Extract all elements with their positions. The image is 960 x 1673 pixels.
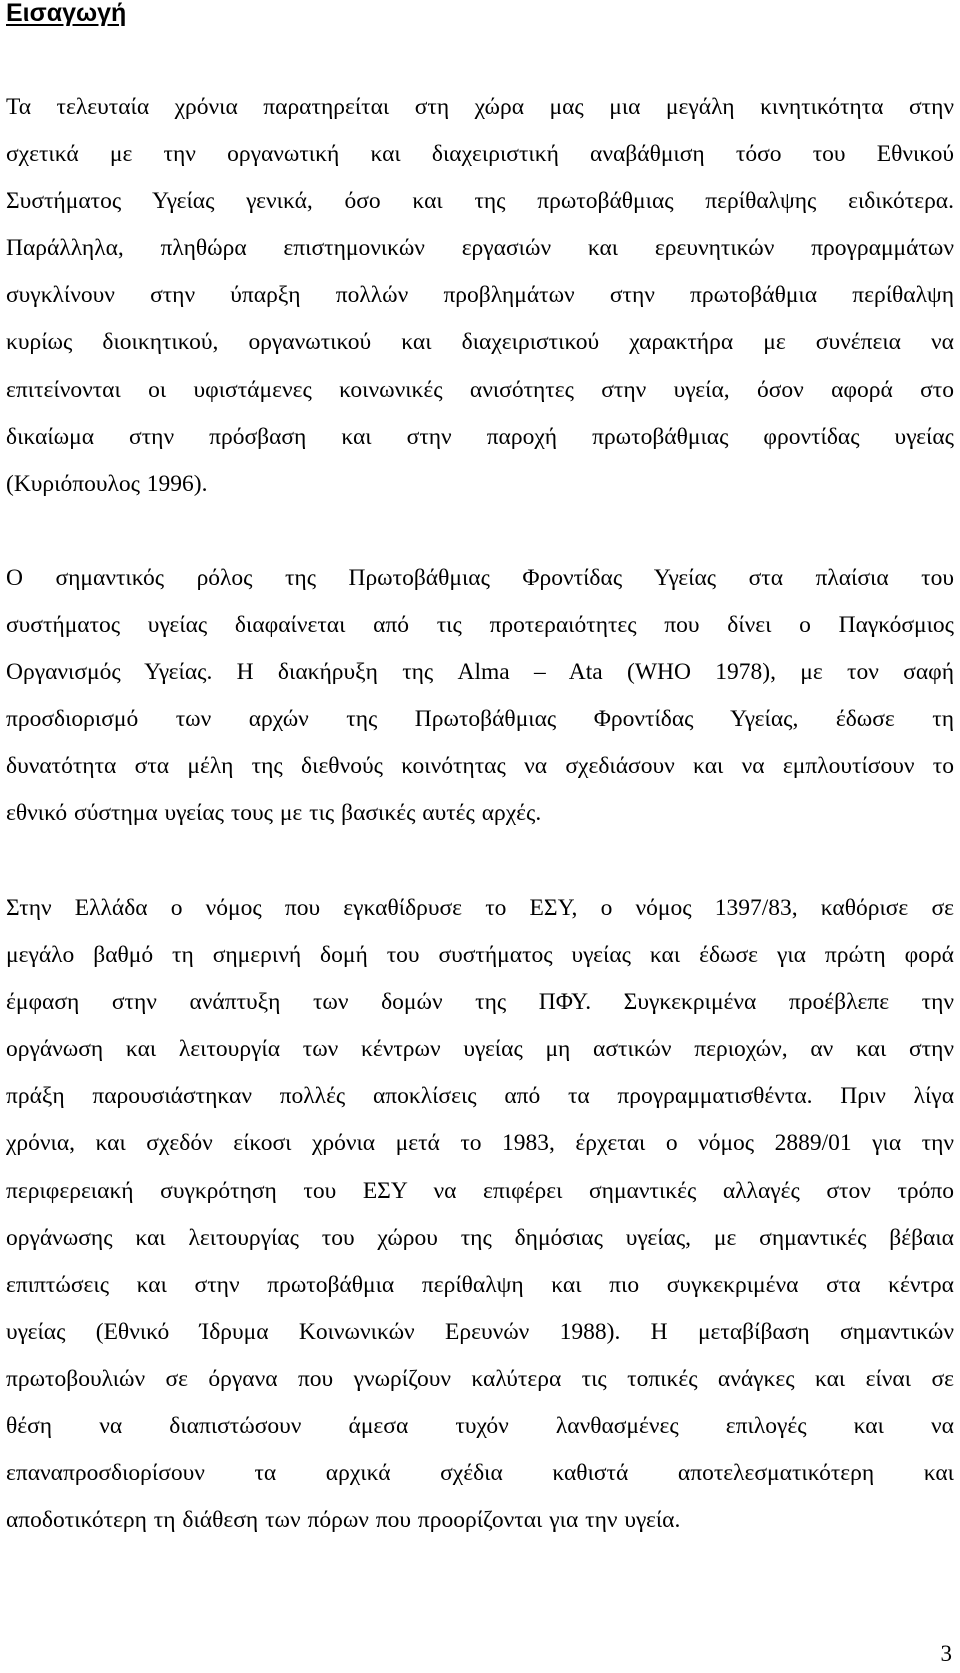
paragraph-line: επαναπροσδιορίσουν τα αρχικά σχέδια καθιστά αποτελεσματικότερη και: [6, 1460, 954, 1487]
paragraph-introduction: [6, 84, 954, 508]
paragraph-line: (Κυριόπουλος 1996).: [6, 470, 208, 497]
paragraph-line: συγκλίνουν στην ύπαρξη πολλών προβλημάτων στην πρωτοβάθμια περίθαλψη: [6, 282, 954, 309]
paragraph-line: οργάνωση και λειτουργία των κέντρων υγείας μη αστικών περιοχών, αν και στην: [6, 1036, 954, 1063]
paragraph-line: σχετικά με την οργανωτική και διαχειριστική αναβάθμιση τόσο του Εθνικού: [6, 141, 954, 168]
paragraph-line: Παράλληλα, πληθώρα επιστημονικών εργασιών και ερευνητικών προγραμμάτων: [6, 235, 954, 262]
paragraph-line: οργάνωσης και λειτουργίας του χώρου της δημόσιας υγείας, με σημαντικές βέβαια: [6, 1224, 954, 1251]
paragraph-line: Οργανισμός Υγείας. Η διακήρυξη της Alma – Ata (WHO 1978), με τον σαφή: [6, 659, 954, 686]
paragraph-line: Συστήματος Υγείας γενικά, όσο και της πρωτοβάθμιας περίθαλψης ειδικότερα.: [6, 188, 954, 215]
section-heading: Εισαγωγή: [6, 0, 127, 27]
paragraph-line: αποδοτικότερη τη διάθεση των πόρων που προορίζονται για την υγεία.: [6, 1507, 681, 1534]
paragraph-line: πρωτοβουλιών σε όργανα που γνωρίζουν καλύτερα τις τοπικές ανάγκες και είναι σε: [6, 1365, 954, 1392]
paragraph-primary-care-role: [6, 555, 954, 838]
page-number: 3: [940, 1641, 952, 1666]
paragraph-greece-esy: [6, 885, 954, 1544]
paragraph-line: Ο σημαντικός ρόλος της Πρωτοβάθμιας Φροντίδας Υγείας στα πλαίσια του: [6, 565, 954, 591]
paragraph-line: συστήματος υγείας διαφαίνεται από τις προτεραιότητες που δίνει ο Παγκόσμιος: [6, 612, 954, 639]
paragraph-line: έμφαση στην ανάπτυξη των δομών της ΠΦΥ. Συγκεκριμένα προέβλεπε την: [6, 989, 954, 1016]
paragraph-line: εθνικό σύστημα υγείας τους με τις βασικές αυτές αρχές.: [6, 800, 542, 827]
paragraph-line: Τα τελευταία χρόνια παρατηρείται στη χώρα μας μια μεγάλη κινητικότητα στην: [6, 94, 954, 120]
paragraph-line: μεγάλο βαθμό τη σημερινή δομή του συστήματος υγείας και έδωσε για πρώτη φορά: [6, 942, 954, 969]
paragraph-line: προσδιορισμό των αρχών της Πρωτοβάθμιας Φροντίδας Υγείας, έδωσε τη: [6, 706, 954, 733]
paragraph-line: θέση να διαπιστώσουν άμεσα τυχόν λανθασμένες επιλογές και να: [6, 1413, 954, 1440]
paragraph-line: κυρίως διοικητικού, οργανωτικού και διαχειριστικού χαρακτήρα με συνέπεια να: [6, 329, 954, 356]
paragraph-line: επιπτώσεις και στην πρωτοβάθμια περίθαλψη και πιο συγκεκριμένα στα κέντρα: [6, 1271, 954, 1298]
paragraph-line: χρόνια, και σχεδόν είκοσι χρόνια μετά το 1983, έρχεται ο νόμος 2889/01 για την: [6, 1130, 954, 1157]
paragraph-line: δικαίωμα στην πρόσβαση και στην παροχή πρωτοβάθμιας φροντίδας υγείας: [6, 423, 954, 450]
paragraph-line: Στην Ελλάδα ο νόμος που εγκαθίδρυσε το ΕΣΥ, ο νόμος 1397/83, καθόρισε σε: [6, 895, 954, 921]
paragraph-line: δυνατότητα στα μέλη της διεθνούς κοινότητας να σχεδιάσουν και να εμπλουτίσουν το: [6, 753, 954, 780]
paragraph-line: πράξη παρουσιάστηκαν πολλές αποκλίσεις από τα προγραμματισθέντα. Πριν λίγα: [6, 1083, 954, 1110]
paragraph-line: υγείας (Εθνικό Ίδρυμα Κοινωνικών Ερευνών 1988). Η μεταβίβαση σημαντικών: [6, 1318, 954, 1345]
paragraph-line: περιφερειακή συγκρότηση του ΕΣΥ να επιφέρει σημαντικές αλλαγές στον τρόπο: [6, 1177, 954, 1204]
paragraph-line: επιτείνονται οι υφιστάμενες κοινωνικές ανισότητες στην υγεία, όσον αφορά στο: [6, 376, 954, 403]
